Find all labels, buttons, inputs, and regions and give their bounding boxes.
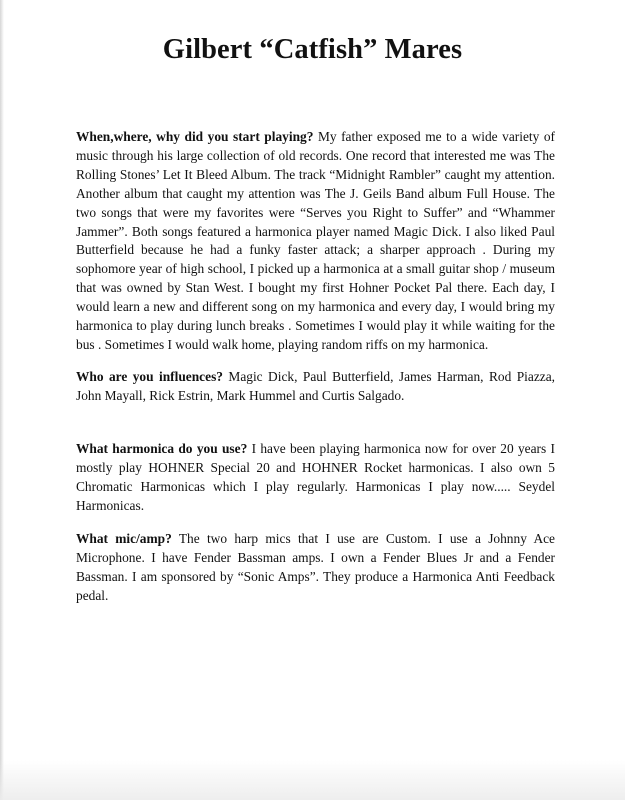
bottom-shadow <box>0 760 625 800</box>
qa-section-harmonica <box>76 440 555 516</box>
question-harmonica: What harmonica do you use? <box>76 441 248 456</box>
qa-section-start-playing <box>76 128 555 355</box>
page-edge <box>0 0 4 800</box>
qa-section-mic-amp <box>76 530 555 606</box>
answer-influences: Magic Dick, Paul Butterfield, James Harman, Rod Piazza, John Mayall, Rick Estrin, Mark Hummel and Curtis Salgado. <box>76 369 555 403</box>
question-influences: Who are you influences? <box>76 369 223 384</box>
question-start-playing: When,where, why did you start playing? <box>76 129 314 144</box>
answer-mic-amp: The two harp mics that I use are Custom. I use a Johnny Ace Microphone. I have Fender Bassman amps. I own a Fender Blues Jr and a Fender Bassman. I am sponsored by “Sonic Amps”. They produce a Harmonica Anti Feedback pedal. <box>76 531 555 603</box>
answer-harmonica: I have been playing harmonica now for over 20 years I mostly play HOHNER Special 20 and HOHNER Rocket harmonicas. I also own 5 Chromatic Harmonicas which I play regularly. Harmonicas I play now..... Seydel Harmonicas. <box>76 441 555 513</box>
page-title: Gilbert “Catfish” Mares <box>162 34 463 65</box>
answer-start-playing: My father exposed me to a wide variety of music through his large collection of old records. One record that interested me was The Rolling Stones’ Let It Bleed Album. The track “Midnight Rambler” caught my attention. Another album that caught my attention was The J. Geils Band album Full House. The two songs that were my favorites were “Serves you Right to Suffer” and “Whammer Jammer”. Both songs featured a harmonica player named Magic Dick. I also liked Paul Butterfield because he had a funky faster attack; a sharper approach . During my sophomore year of high school, I picked up a harmonica at a small guitar shop / museum that was owned by Stan West. I bought my first Hohner Pocket Pal there. Each day, I would learn a new and different song on my harmonica and every day, I would bring my harmonica to play during lunch breaks . Sometimes I would play it while waiting for the bus . Sometimes I would walk home, playing random riffs on my harmonica. <box>76 129 555 352</box>
qa-section-influences <box>76 368 555 406</box>
question-mic-amp: What mic/amp? <box>76 531 172 546</box>
